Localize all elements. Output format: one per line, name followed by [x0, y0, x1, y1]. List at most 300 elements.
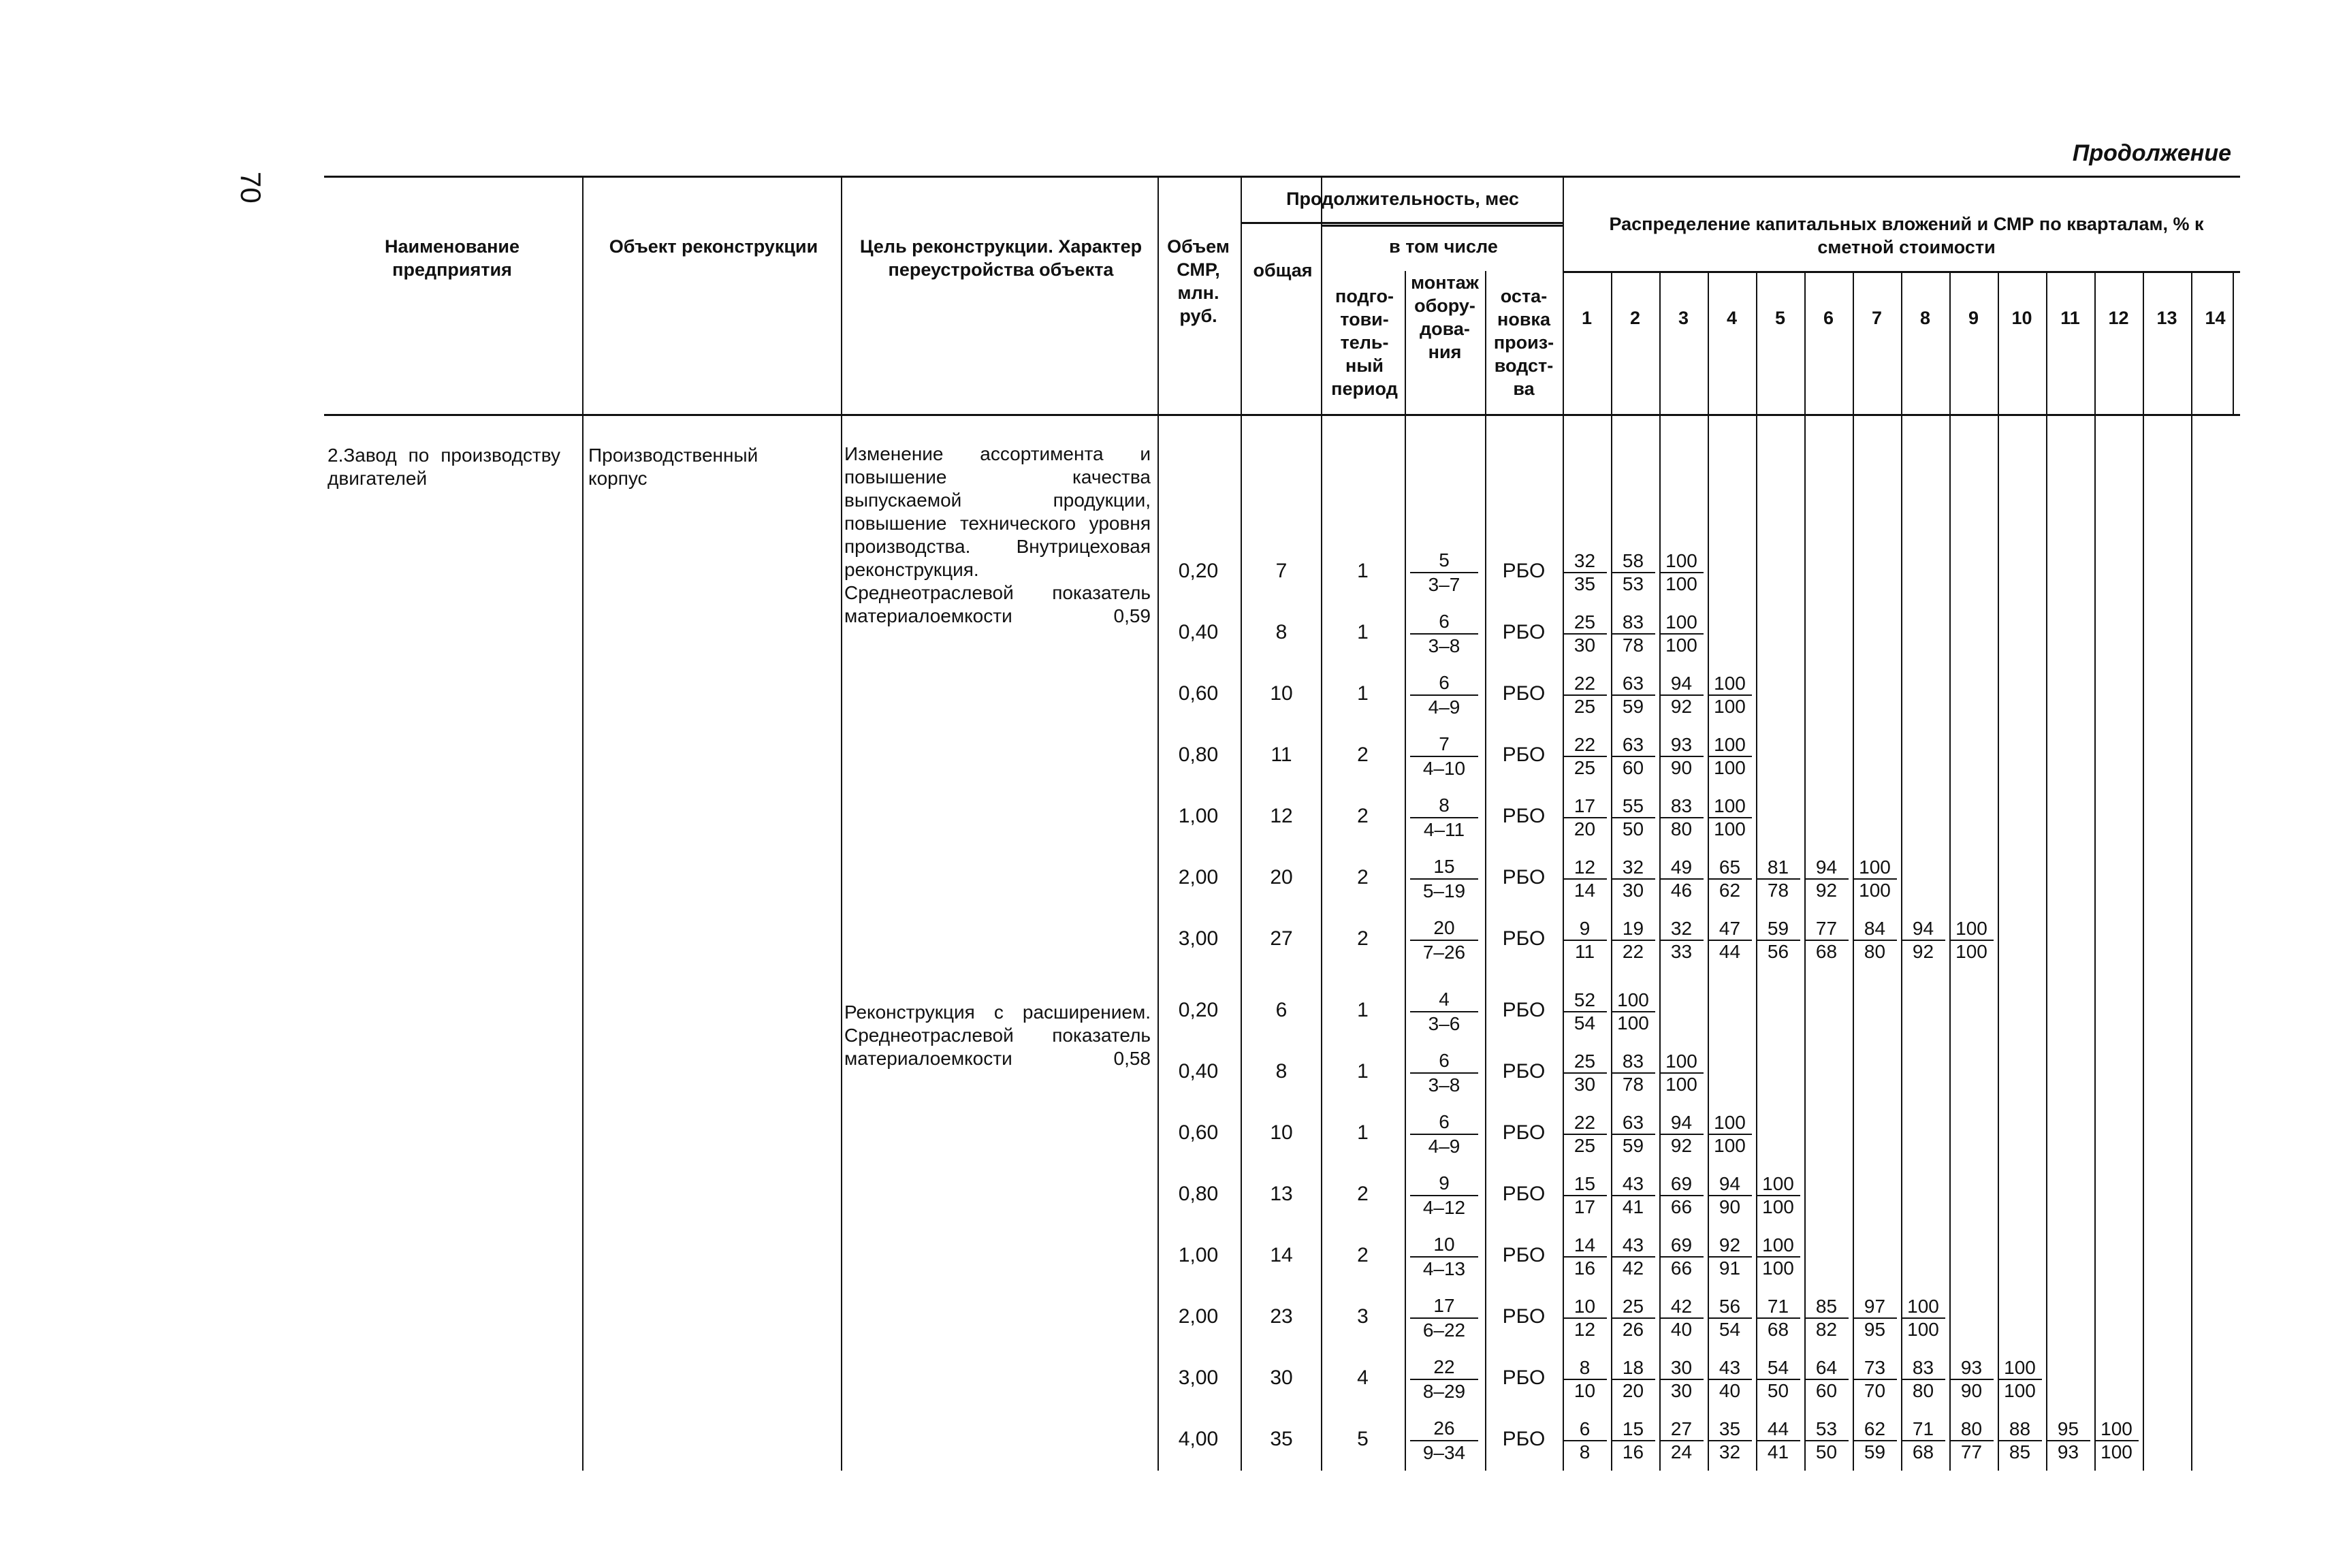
construction-work-pct: 16	[1622, 1441, 1644, 1462]
construction-work-pct: 80	[1912, 1380, 1934, 1401]
construction-work-pct: 35	[1574, 573, 1596, 594]
capital-investment-pct: 15	[1563, 1173, 1607, 1196]
construction-work-pct: 40	[1719, 1380, 1741, 1401]
mount-months: 4	[1410, 988, 1478, 1012]
header-quarter-8: 8	[1919, 308, 1931, 328]
quarter-fraction	[1901, 1296, 1945, 1341]
construction-work-pct: 59	[1622, 696, 1644, 717]
prep-period-value: 4	[1357, 1366, 1369, 1389]
column-divider	[1321, 176, 1322, 1471]
capital-investment-pct: 30	[1659, 1357, 1704, 1380]
construction-work-pct: 68	[1767, 1319, 1789, 1340]
quarter-fraction	[1659, 611, 1704, 656]
production-stop-value: РБО	[1502, 805, 1546, 827]
quarter-fraction	[1708, 1234, 1752, 1279]
column-divider	[2233, 271, 2234, 415]
mount-duration-fraction	[1410, 1049, 1478, 1097]
production-stop-value: РБО	[1502, 1183, 1546, 1205]
construction-work-pct: 100	[1665, 635, 1697, 656]
quarter-fraction	[1853, 918, 1897, 963]
production-stop-value: РБО	[1502, 999, 1546, 1021]
prep-period-value: 2	[1357, 805, 1369, 827]
production-stop-value: РБО	[1502, 560, 1546, 582]
production-stop-value: РБО	[1502, 1366, 1546, 1389]
total-duration-value: 27	[1270, 927, 1293, 950]
mount-duration-fraction	[1410, 610, 1478, 658]
mount-duration-fraction	[1410, 1294, 1478, 1342]
header-including: в том числе	[1389, 236, 1498, 257]
construction-work-pct: 68	[1815, 941, 1838, 962]
capital-investment-pct: 62	[1853, 1418, 1897, 1441]
capital-investment-pct: 25	[1563, 611, 1607, 635]
column-divider	[1708, 271, 1709, 1471]
capital-investment-pct: 59	[1756, 918, 1800, 941]
quarter-fraction	[1949, 1357, 1994, 1402]
mount-duration-fraction	[1410, 1172, 1478, 1219]
construction-work-pct: 32	[1719, 1441, 1741, 1462]
mount-range: 9–34	[1422, 1442, 1466, 1463]
prep-period-value: 2	[1357, 1244, 1369, 1266]
construction-work-pct: 25	[1574, 1135, 1596, 1156]
total-duration-value: 12	[1270, 805, 1293, 827]
construction-work-pct: 30	[1574, 1074, 1596, 1095]
prep-period-value: 2	[1357, 866, 1369, 889]
construction-work-pct: 100	[1665, 573, 1697, 594]
quarter-fraction	[1659, 734, 1704, 779]
header-quarter-1: 1	[1581, 308, 1593, 328]
quarter-fraction	[1949, 1418, 1994, 1463]
capital-investment-pct: 64	[1804, 1357, 1849, 1380]
mount-range: 3–6	[1428, 1013, 1460, 1034]
construction-work-pct: 60	[1622, 757, 1644, 778]
quarter-fraction	[1756, 1357, 1800, 1402]
capital-investment-pct: 93	[1949, 1357, 1994, 1380]
construction-work-pct: 16	[1574, 1258, 1596, 1279]
column-divider	[582, 176, 584, 1471]
column-divider	[1485, 271, 1486, 1471]
quarter-fraction	[1611, 1357, 1655, 1402]
construction-work-pct: 59	[1622, 1135, 1644, 1156]
quarter-fraction	[1659, 1234, 1704, 1279]
construction-work-pct: 80	[1670, 818, 1693, 839]
construction-work-pct: 56	[1767, 941, 1789, 962]
capital-investment-pct: 80	[1949, 1418, 1994, 1441]
quarter-fraction	[1563, 857, 1607, 901]
capital-investment-pct: 10	[1563, 1296, 1607, 1319]
capital-investment-pct: 63	[1611, 673, 1655, 696]
capital-investment-pct: 85	[1804, 1296, 1849, 1319]
page-number: 70	[235, 172, 267, 204]
quarter-fraction	[1611, 795, 1655, 840]
mount-range: 4–9	[1428, 1136, 1460, 1157]
header-goal: Цель реконструкции. Характер переустройства объекта	[859, 236, 1143, 280]
capital-investment-pct: 94	[1901, 918, 1945, 941]
construction-work-pct: 30	[1670, 1380, 1693, 1401]
construction-work-pct: 17	[1574, 1196, 1596, 1217]
capital-investment-pct: 94	[1708, 1173, 1752, 1196]
construction-work-pct: 25	[1574, 757, 1596, 778]
capital-investment-pct: 6	[1563, 1418, 1607, 1441]
quarter-fraction	[1563, 1112, 1607, 1157]
quarter-fraction	[2046, 1418, 2090, 1463]
column-divider	[1659, 271, 1661, 1471]
construction-work-pct: 90	[1670, 757, 1693, 778]
capital-investment-pct: 18	[1611, 1357, 1655, 1380]
prep-period-value: 1	[1357, 1121, 1369, 1144]
capital-investment-pct: 83	[1901, 1357, 1945, 1380]
header-quarter-6: 6	[1823, 308, 1834, 328]
construction-work-pct: 33	[1670, 941, 1693, 962]
quarter-fraction	[1659, 1418, 1704, 1463]
capital-investment-pct: 43	[1708, 1357, 1752, 1380]
capital-investment-pct: 100	[1708, 795, 1752, 818]
production-stop-value: РБО	[1502, 1428, 1546, 1450]
continuation-label: Продолжение	[2072, 140, 2231, 166]
column-divider	[1611, 271, 1612, 1471]
quarter-fraction	[1998, 1357, 2042, 1402]
volume-value: 0,40	[1178, 1060, 1219, 1083]
capital-investment-pct: 32	[1659, 918, 1704, 941]
mount-duration-fraction	[1410, 794, 1478, 842]
volume-value: 0,60	[1178, 682, 1219, 705]
mount-range: 4–9	[1428, 697, 1460, 718]
mount-months: 15	[1410, 855, 1478, 880]
capital-investment-pct: 94	[1659, 673, 1704, 696]
total-duration-value: 13	[1270, 1183, 1293, 1205]
quarter-fraction	[1708, 795, 1752, 840]
construction-work-pct: 41	[1622, 1196, 1644, 1217]
quarter-fraction	[1901, 918, 1945, 963]
capital-investment-pct: 100	[1611, 989, 1655, 1012]
quarter-fraction	[1756, 1418, 1800, 1463]
header-quarter-5: 5	[1774, 308, 1786, 328]
quarter-fraction	[1611, 1051, 1655, 1095]
construction-work-pct: 41	[1767, 1441, 1789, 1462]
capital-investment-pct: 52	[1563, 989, 1607, 1012]
capital-investment-pct: 53	[1804, 1418, 1849, 1441]
construction-work-pct: 100	[1907, 1319, 1939, 1340]
enterprise-name: 2.Завод по производству двигателей	[328, 445, 560, 489]
capital-investment-pct: 15	[1611, 1418, 1655, 1441]
quarter-fraction	[1708, 857, 1752, 901]
volume-value: 0,80	[1178, 743, 1219, 766]
capital-investment-pct: 22	[1563, 673, 1607, 696]
quarter-fraction	[1708, 918, 1752, 963]
construction-work-pct: 30	[1574, 635, 1596, 656]
header-quarter-12: 12	[2108, 308, 2129, 328]
header-stop: оста- новка произ- водст- ва	[1493, 286, 1554, 399]
prep-period-value: 5	[1357, 1428, 1369, 1450]
mount-duration-fraction	[1410, 1417, 1478, 1465]
quarter-fraction	[1998, 1418, 2042, 1463]
header-prep: подго- тови- тель- ный период	[1331, 286, 1398, 399]
quarter-fraction	[1756, 1173, 1800, 1218]
construction-work-pct: 53	[1622, 573, 1644, 594]
quarter-fraction	[1611, 1112, 1655, 1157]
quarter-fraction	[2094, 1418, 2139, 1463]
construction-work-pct: 100	[1714, 818, 1746, 839]
quarter-fraction	[1611, 550, 1655, 595]
construction-work-pct: 66	[1670, 1196, 1693, 1217]
capital-investment-pct: 100	[1708, 1112, 1752, 1135]
header-quarter-3: 3	[1678, 308, 1689, 328]
capital-investment-pct: 56	[1708, 1296, 1752, 1319]
quarter-fraction	[1659, 1173, 1704, 1218]
capital-investment-pct: 83	[1611, 611, 1655, 635]
capital-investment-pct: 25	[1563, 1051, 1607, 1074]
capital-investment-pct: 94	[1804, 857, 1849, 880]
construction-work-pct: 100	[1859, 880, 1891, 901]
column-divider	[1563, 176, 1564, 1471]
capital-investment-pct: 100	[1853, 857, 1897, 880]
capital-investment-pct: 94	[1659, 1112, 1704, 1135]
construction-work-pct: 100	[1665, 1074, 1697, 1095]
capital-investment-pct: 8	[1563, 1357, 1607, 1380]
quarter-fraction	[1756, 857, 1800, 901]
total-duration-value: 6	[1275, 999, 1288, 1021]
mount-range: 3–7	[1428, 574, 1460, 595]
capital-investment-pct: 49	[1659, 857, 1704, 880]
construction-work-pct: 78	[1622, 1074, 1644, 1095]
capital-investment-pct: 92	[1708, 1234, 1752, 1258]
column-divider	[1804, 271, 1806, 1471]
volume-value: 0,60	[1178, 1121, 1219, 1144]
object-name: Производственный корпус	[588, 445, 758, 489]
construction-work-pct: 82	[1815, 1319, 1838, 1340]
quarter-fraction	[1611, 857, 1655, 901]
mount-duration-fraction	[1410, 549, 1478, 596]
construction-work-pct: 68	[1912, 1441, 1934, 1462]
construction-work-pct: 100	[1955, 941, 1987, 962]
prep-period-value: 1	[1357, 1060, 1369, 1083]
capital-investment-pct: 83	[1659, 795, 1704, 818]
column-divider	[1241, 176, 1242, 1471]
prep-period-value: 1	[1357, 560, 1369, 582]
mount-months: 17	[1410, 1294, 1478, 1319]
construction-work-pct: 12	[1574, 1319, 1596, 1340]
quarter-fraction	[1708, 1112, 1752, 1157]
header-volume: Объем СМР, млн. руб.	[1167, 236, 1230, 326]
quarter-fraction	[1611, 611, 1655, 656]
quarter-fraction	[1563, 673, 1607, 718]
quarter-fraction	[1901, 1357, 1945, 1402]
construction-work-pct: 100	[2004, 1380, 2036, 1401]
capital-investment-pct: 100	[1756, 1173, 1800, 1196]
volume-value: 2,00	[1178, 866, 1219, 889]
construction-work-pct: 92	[1912, 941, 1934, 962]
production-stop-value: РБО	[1502, 1121, 1546, 1144]
quarter-fraction	[1563, 795, 1607, 840]
construction-work-pct: 26	[1622, 1319, 1644, 1340]
quarter-fraction	[1611, 673, 1655, 718]
quarter-fraction	[1804, 918, 1849, 963]
capital-investment-pct: 83	[1611, 1051, 1655, 1074]
header-quarter-13: 13	[2156, 308, 2177, 328]
capital-investment-pct: 100	[1659, 1051, 1704, 1074]
goal-text-2: Реконструкция с расширением. Среднеотраслевой показатель материалоемкости 0,58	[844, 1002, 1151, 1069]
quarter-fraction	[1659, 857, 1704, 901]
construction-work-pct: 92	[1670, 696, 1693, 717]
quarter-fraction	[1611, 1296, 1655, 1341]
quarter-fraction	[1611, 1173, 1655, 1218]
quarter-fraction	[1659, 550, 1704, 595]
mount-range: 4–11	[1423, 819, 1465, 840]
total-duration-value: 11	[1271, 743, 1292, 766]
quarter-fraction	[1708, 673, 1752, 718]
production-stop-value: РБО	[1502, 1244, 1546, 1266]
total-duration-value: 8	[1275, 621, 1288, 643]
construction-work-pct: 93	[2057, 1441, 2079, 1462]
column-divider	[1949, 271, 1951, 1471]
column-divider	[1901, 271, 1902, 1471]
capital-investment-pct: 58	[1611, 550, 1655, 573]
construction-work-pct: 80	[1864, 941, 1886, 962]
header-quarter-4: 4	[1726, 308, 1738, 328]
capital-investment-pct: 65	[1708, 857, 1752, 880]
header-distribution: Распределение капитальных вложений и СМР по кварталам, % к сметной стоимости	[1609, 214, 2204, 257]
construction-work-pct: 50	[1767, 1380, 1789, 1401]
capital-investment-pct: 88	[1998, 1418, 2042, 1441]
mount-months: 6	[1410, 671, 1478, 696]
quarter-fraction	[1708, 1173, 1752, 1218]
column-divider	[841, 176, 842, 1471]
capital-investment-pct: 100	[1756, 1234, 1800, 1258]
capital-investment-pct: 100	[2094, 1418, 2139, 1441]
capital-investment-pct: 81	[1756, 857, 1800, 880]
volume-value: 0,20	[1178, 999, 1219, 1021]
capital-investment-pct: 44	[1756, 1418, 1800, 1441]
volume-value: 0,80	[1178, 1183, 1219, 1205]
mount-months: 26	[1410, 1417, 1478, 1441]
construction-work-pct: 100	[1714, 1135, 1746, 1156]
mount-duration-fraction	[1410, 1110, 1478, 1158]
mount-months: 8	[1410, 794, 1478, 818]
quarter-fraction	[1804, 857, 1849, 901]
construction-work-pct: 78	[1622, 635, 1644, 656]
column-divider	[2046, 271, 2047, 1471]
capital-investment-pct: 100	[1708, 673, 1752, 696]
header-object: Объект реконструкции	[609, 236, 818, 257]
volume-value: 0,40	[1178, 621, 1219, 643]
quarter-fraction	[1853, 857, 1897, 901]
mount-months: 6	[1410, 1049, 1478, 1074]
construction-work-pct: 70	[1864, 1380, 1886, 1401]
quarter-fraction	[1659, 1357, 1704, 1402]
construction-work-pct: 40	[1670, 1319, 1693, 1340]
total-duration-value: 20	[1270, 866, 1293, 889]
production-stop-value: РБО	[1502, 1060, 1546, 1083]
construction-work-pct: 92	[1815, 880, 1838, 901]
construction-work-pct: 30	[1622, 880, 1644, 901]
quarter-fraction	[1659, 795, 1704, 840]
production-stop-value: РБО	[1502, 682, 1546, 705]
quarter-fraction	[1563, 1173, 1607, 1218]
capital-investment-pct: 69	[1659, 1173, 1704, 1196]
header-enterprise: Наименование предприятия	[384, 236, 520, 280]
column-divider	[1853, 271, 1854, 1471]
quarter-fraction	[1563, 1296, 1607, 1341]
mount-range: 5–19	[1422, 880, 1466, 901]
quarter-fraction	[1563, 989, 1607, 1034]
total-duration-value: 30	[1270, 1366, 1293, 1389]
capital-investment-pct: 100	[1998, 1357, 2042, 1380]
header-quarter-10: 10	[2011, 308, 2032, 328]
prep-period-value: 1	[1357, 999, 1369, 1021]
construction-work-pct: 50	[1815, 1441, 1838, 1462]
capital-investment-pct: 69	[1659, 1234, 1704, 1258]
header-quarter-7: 7	[1871, 308, 1883, 328]
quarter-fraction	[1611, 734, 1655, 779]
volume-value: 1,00	[1178, 805, 1219, 827]
construction-work-pct: 10	[1574, 1380, 1596, 1401]
quarter-fraction	[1659, 1112, 1704, 1157]
construction-work-pct: 66	[1670, 1258, 1693, 1279]
capital-investment-pct: 95	[2046, 1418, 2090, 1441]
capital-investment-pct: 47	[1708, 918, 1752, 941]
capital-investment-pct: 84	[1853, 918, 1897, 941]
quarter-fraction	[1708, 734, 1752, 779]
goal-text-1: Изменение ассортимента и повышение качества выпускаемой продукции, повышение технического уровня производства. Внутрицеховая реконструкция. Среднеотраслевой показатель материалоемкости 0,59	[844, 443, 1151, 626]
volume-value: 3,00	[1178, 1366, 1219, 1389]
prep-period-value: 2	[1357, 1183, 1369, 1205]
construction-work-pct: 100	[1762, 1196, 1794, 1217]
quarter-fraction	[1611, 989, 1655, 1034]
quarter-fraction	[1611, 1418, 1655, 1463]
duration-rule	[1241, 222, 1563, 224]
mount-duration-fraction	[1410, 733, 1478, 780]
prep-period-value: 1	[1357, 621, 1369, 643]
capital-investment-pct: 43	[1611, 1234, 1655, 1258]
volume-value: 1,00	[1178, 1244, 1219, 1266]
quarter-fraction	[1853, 1357, 1897, 1402]
construction-work-pct: 100	[2101, 1441, 2133, 1462]
quarter-fraction	[1756, 1296, 1800, 1341]
capital-investment-pct: 19	[1611, 918, 1655, 941]
capital-investment-pct: 22	[1563, 1112, 1607, 1135]
column-divider	[1405, 271, 1406, 1471]
construction-work-pct: 42	[1622, 1258, 1644, 1279]
construction-work-pct: 100	[1617, 1012, 1649, 1034]
mount-duration-fraction	[1410, 1356, 1478, 1403]
total-duration-value: 7	[1275, 560, 1288, 582]
production-stop-value: РБО	[1502, 1305, 1546, 1328]
construction-work-pct: 62	[1719, 880, 1741, 901]
construction-work-pct: 92	[1670, 1135, 1693, 1156]
construction-work-pct: 54	[1719, 1319, 1741, 1340]
capital-investment-pct: 100	[1949, 918, 1994, 941]
capital-investment-pct: 27	[1659, 1418, 1704, 1441]
column-divider	[2143, 271, 2144, 1471]
capital-investment-pct: 73	[1853, 1357, 1897, 1380]
mount-months: 22	[1410, 1356, 1478, 1380]
capital-investment-pct: 100	[1708, 734, 1752, 757]
quarter-fraction	[1611, 1234, 1655, 1279]
construction-work-pct: 77	[1960, 1441, 1983, 1462]
capital-investment-pct: 100	[1659, 550, 1704, 573]
header-quarter-9: 9	[1968, 308, 1979, 328]
mount-range: 4–13	[1422, 1258, 1466, 1279]
mount-months: 6	[1410, 1110, 1478, 1135]
construction-work-pct: 24	[1670, 1441, 1693, 1462]
construction-work-pct: 50	[1622, 818, 1644, 839]
construction-work-pct: 54	[1574, 1012, 1596, 1034]
construction-work-pct: 90	[1719, 1196, 1741, 1217]
capital-investment-pct: 55	[1611, 795, 1655, 818]
capital-investment-pct: 22	[1563, 734, 1607, 757]
quarter-fraction	[1804, 1357, 1849, 1402]
volume-value: 4,00	[1178, 1428, 1219, 1450]
construction-work-pct: 8	[1579, 1441, 1591, 1462]
